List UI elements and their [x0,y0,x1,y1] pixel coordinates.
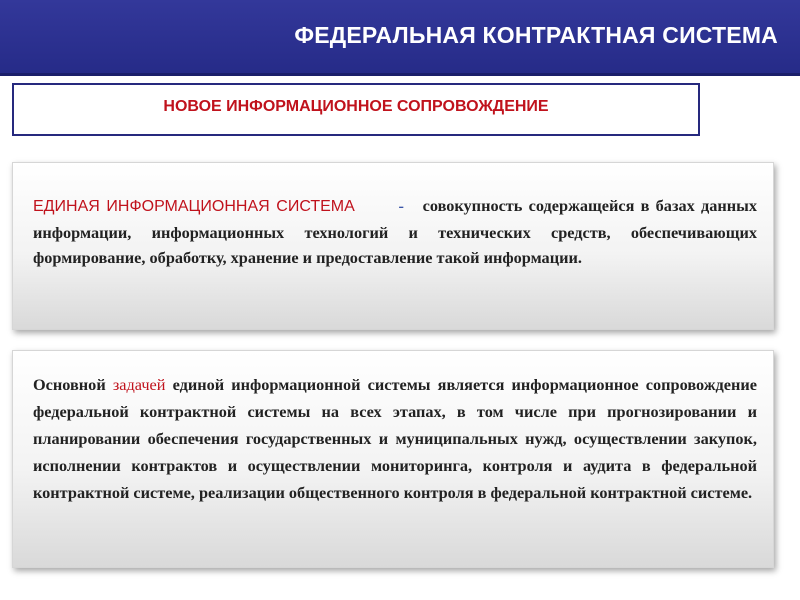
task-text: единой информационной системы является информационное сопровождение федеральной контрактной системы на всех этапах, в том числе при прогнозировании и планировании обеспечения государственных и муниципальных нужд, осуществлении закупок, исполнении контрактов и осуществлении мониторинга, контроля и аудита в федеральной контрактной системе, реализации общественного контроля в федеральной контрактной системе. [33,375,757,502]
page-title: ФЕДЕРАЛЬНАЯ КОНТРАКТНАЯ СИСТЕМА [294,22,778,48]
definition-paragraph [33,193,757,271]
definition-term: ЕДИНАЯ ИНФОРМАЦИОННАЯ СИСТЕМА [33,198,355,215]
header-bar [0,0,800,76]
task-accent: задачей [112,375,166,394]
task-panel [12,350,774,568]
task-paragraph [33,371,757,506]
subtitle-box [12,83,700,136]
subtitle-text: НОВОЕ ИНФОРМАЦИОННОЕ СОПРОВОЖДЕНИЕ [163,97,549,115]
definition-dash: - [398,196,404,215]
definition-text: совокупность содержащейся в базах данных информации, информационных технологий и технических средств, обеспечивающих формирование, обработку, хранение и предоставление такой информации. [33,196,757,267]
task-prefix: Основной [33,375,106,394]
definition-panel [12,162,774,330]
